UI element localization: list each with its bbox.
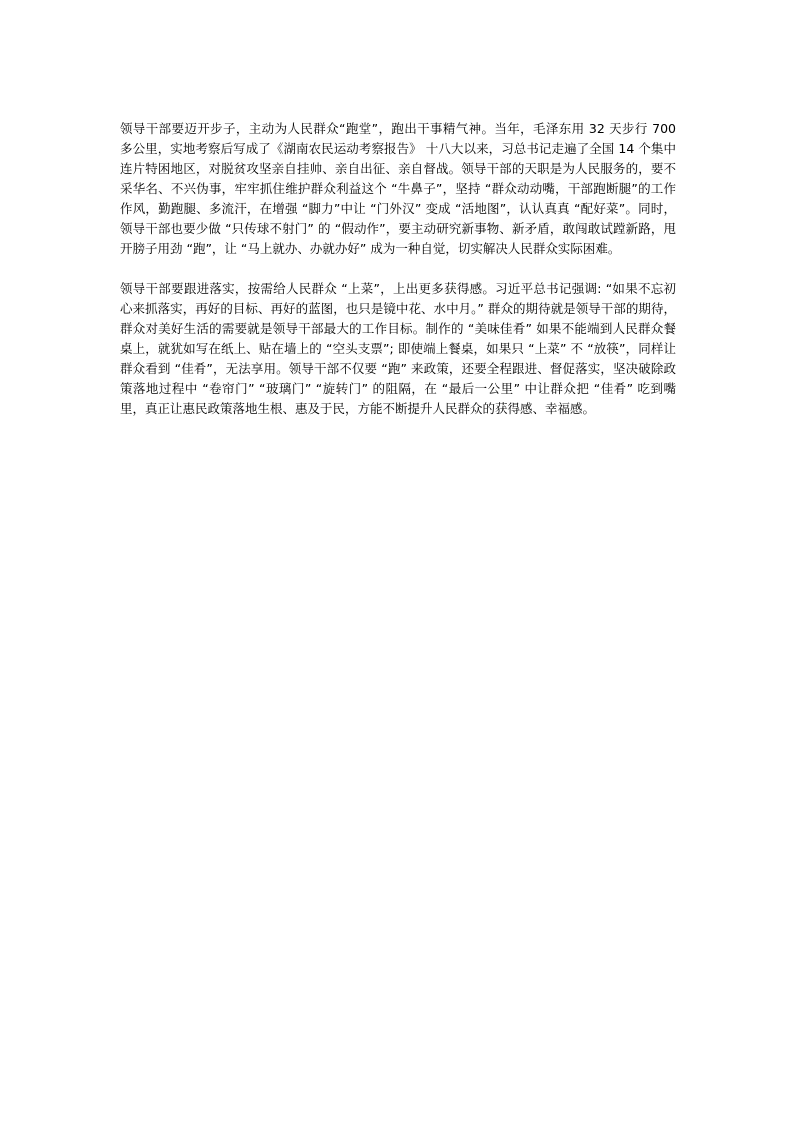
paragraph-2: 领导干部要跟进落实，按需给人民群众 “上菜”，上出更多获得感。习近平总书记强调: “如果不忘初心来抓落实，再好的目标、再好的蓝图，也只是镜中花、水中月。” 群众的期待就是领导干部的期待，群众对美好生活的需要就是领导干部最大的工作目标。制作的 “美味佳肴” 如果不能端到人民群众餐桌上，就犹如写在纸上、贴在墙上的 “空头支票”; 即使端上餐桌，如果只 “上菜” 不 “放筷”，同样让群众看到 “佳肴”，无法享用。领导干部不仅要 “跑” 来政策，还要全程跟进、督促落实，坚决破除政策落地过程中 “卷帘门” “玻璃门” “旋转门” 的阻隔，在 “最后一公里” 中让群众把 “佳肴” 吃到嘴里，真正让惠民政策落地生根、惠及于民，方能不断提升人民群众的获得感、幸福感。 [120, 281, 676, 416]
paragraph-1: 领导干部要迈开步子，主动为人民群众“跑堂”，跑出干事精气神。当年，毛泽东用 32 天步行 700 多公里，实地考察后写成了《湖南农民运动考察报告》 十八大以来，习总书记走遍了全国 14 个集中连片特困地区，对脱贫攻坚亲自挂帅、亲自出征、亲自督战。领导干部的天职是为人民服务的，要不采华名、不兴伪事，牢牢抓住维护群众利益这个 “牛鼻子”，坚持 “群众动动嘴，干部跑断腿”的工作作风，勤跑腿、多流汗，在增强 “脚力”中让 “门外汉” 变成 “活地图”，认认真真 “配好菜”。同时，领导干部也要少做 “只传球不射门” 的 “假动作”，要主动研究新事物、新矛盾，敢闯敢试蹚新路，甩开膀子用劲 “跑”，让 “马上就办、办就办好” 成为一种自觉，切实解决人民群众实际困难。 [120, 121, 676, 256]
document-body [120, 119, 676, 419]
